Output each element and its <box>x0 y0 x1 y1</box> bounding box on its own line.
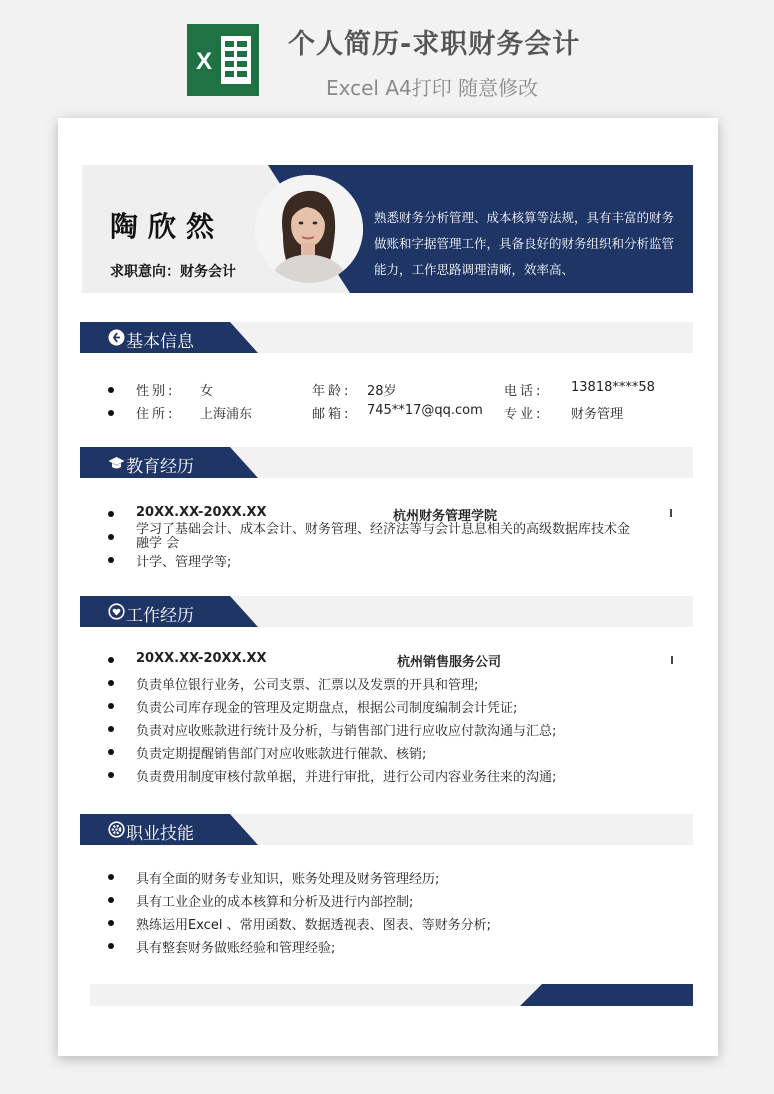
email-value: 745**17@qq.com <box>367 403 483 418</box>
page-subtitle: Excel A4打印 随意修改 <box>326 76 539 100</box>
heart-badge-icon <box>108 603 125 620</box>
work-period: 20XX.XX-20XX.XX <box>136 651 267 666</box>
work-duty: 负责费用制度审核付款单据，并进行审批，进行公司内容业务往来的沟通; <box>136 770 557 785</box>
graduation-cap-icon <box>108 454 125 471</box>
bullet <box>108 410 114 416</box>
bullet <box>108 534 114 540</box>
cell-edge-mark <box>671 656 673 664</box>
resume-paper <box>58 118 718 1056</box>
bullet <box>108 387 114 393</box>
section-title: 职业技能 <box>126 824 194 844</box>
gender-label: 性别: <box>136 384 176 399</box>
bullet <box>108 920 114 926</box>
work-duty: 负责对应收账款进行统计及分析，与销售部门进行应收应付款沟通与汇总; <box>136 724 557 739</box>
skill-text: 具有全面的财务专业知识，账务处理及财务管理经历; <box>136 872 440 887</box>
portrait-image <box>255 175 363 283</box>
section-header-skills <box>80 814 693 845</box>
skill-text: 熟练运用Excel 、常用函数、数据透视表、图表、等财务分析; <box>136 918 491 933</box>
education-school: 杭州财务管理学院 <box>393 509 498 524</box>
work-duty: 负责公司库存现金的管理及定期盘点，根据公司制度编制会计凭证; <box>136 701 518 716</box>
avatar <box>255 175 363 283</box>
education-period: 20XX.XX-20XX.XX <box>136 505 267 520</box>
education-course-overlap-2: 融学 会 <box>136 536 180 551</box>
excel-logo-icon <box>187 24 259 96</box>
gear-badge-icon <box>108 821 125 838</box>
bullet <box>108 897 114 903</box>
bullet <box>108 511 114 517</box>
gender-value: 女 <box>200 384 214 399</box>
education-course-text: 计学、管理学等; <box>136 555 232 570</box>
bullet <box>108 874 114 880</box>
section-header-basic <box>80 322 693 353</box>
bullet <box>108 726 114 732</box>
cell-edge-mark <box>670 509 672 517</box>
section-header-work <box>80 596 693 627</box>
bullet <box>108 703 114 709</box>
skill-text: 具有工业企业的成本核算和分析及进行内部控制; <box>136 895 414 910</box>
candidate-name: 陶欣然 <box>110 210 225 243</box>
skill-text: 具有整套财务做账经验和管理经验; <box>136 941 336 956</box>
profile-badge-icon <box>108 329 125 346</box>
excel-logo-letter: X <box>195 48 213 75</box>
address-value: 上海浦东 <box>200 407 253 422</box>
bullet <box>108 657 114 663</box>
bullet <box>108 772 114 778</box>
email-label: 邮箱: <box>312 407 352 422</box>
page-header <box>0 0 774 115</box>
section-header-education <box>80 447 693 478</box>
section-title: 基本信息 <box>126 332 194 352</box>
profile-summary: 熟悉财务分析管理、成本核算等法规，具有丰富的财务做账和字据管理工作，具备良好的财务组织和分析监管能力，工作思路调理清晰，效率高、 <box>374 210 675 277</box>
work-duty: 负责定期提醒销售部门对应收账款进行催款、核销; <box>136 747 427 762</box>
work-company: 杭州销售服务公司 <box>397 655 502 670</box>
age-label: 年龄: <box>312 384 352 399</box>
phone-value: 13818****58 <box>571 380 655 395</box>
section-title: 工作经历 <box>126 606 194 626</box>
major-value: 财务管理 <box>571 407 624 422</box>
bullet <box>108 557 114 563</box>
profile-banner <box>82 165 693 293</box>
footer-decoration <box>90 984 693 1006</box>
bullet <box>108 943 114 949</box>
phone-label: 电话: <box>504 384 544 399</box>
major-label: 专业: <box>504 407 544 422</box>
address-label: 住所: <box>136 407 176 422</box>
section-title: 教育经历 <box>126 457 194 477</box>
age-value: 28岁 <box>367 384 397 399</box>
bullet <box>108 680 114 686</box>
page-title: 个人简历-求职财务会计 <box>288 29 581 60</box>
education-course-overlap-1: 学习了基础会计、成本会计、财务管理、经济法等与会计息息相关的高级数据库技术金 <box>136 522 631 537</box>
bullet <box>108 749 114 755</box>
work-duty: 负责单位银行业务，公司支票、汇票以及发票的开具和管理; <box>136 678 479 693</box>
job-intent: 求职意向：财务会计 <box>110 264 236 280</box>
